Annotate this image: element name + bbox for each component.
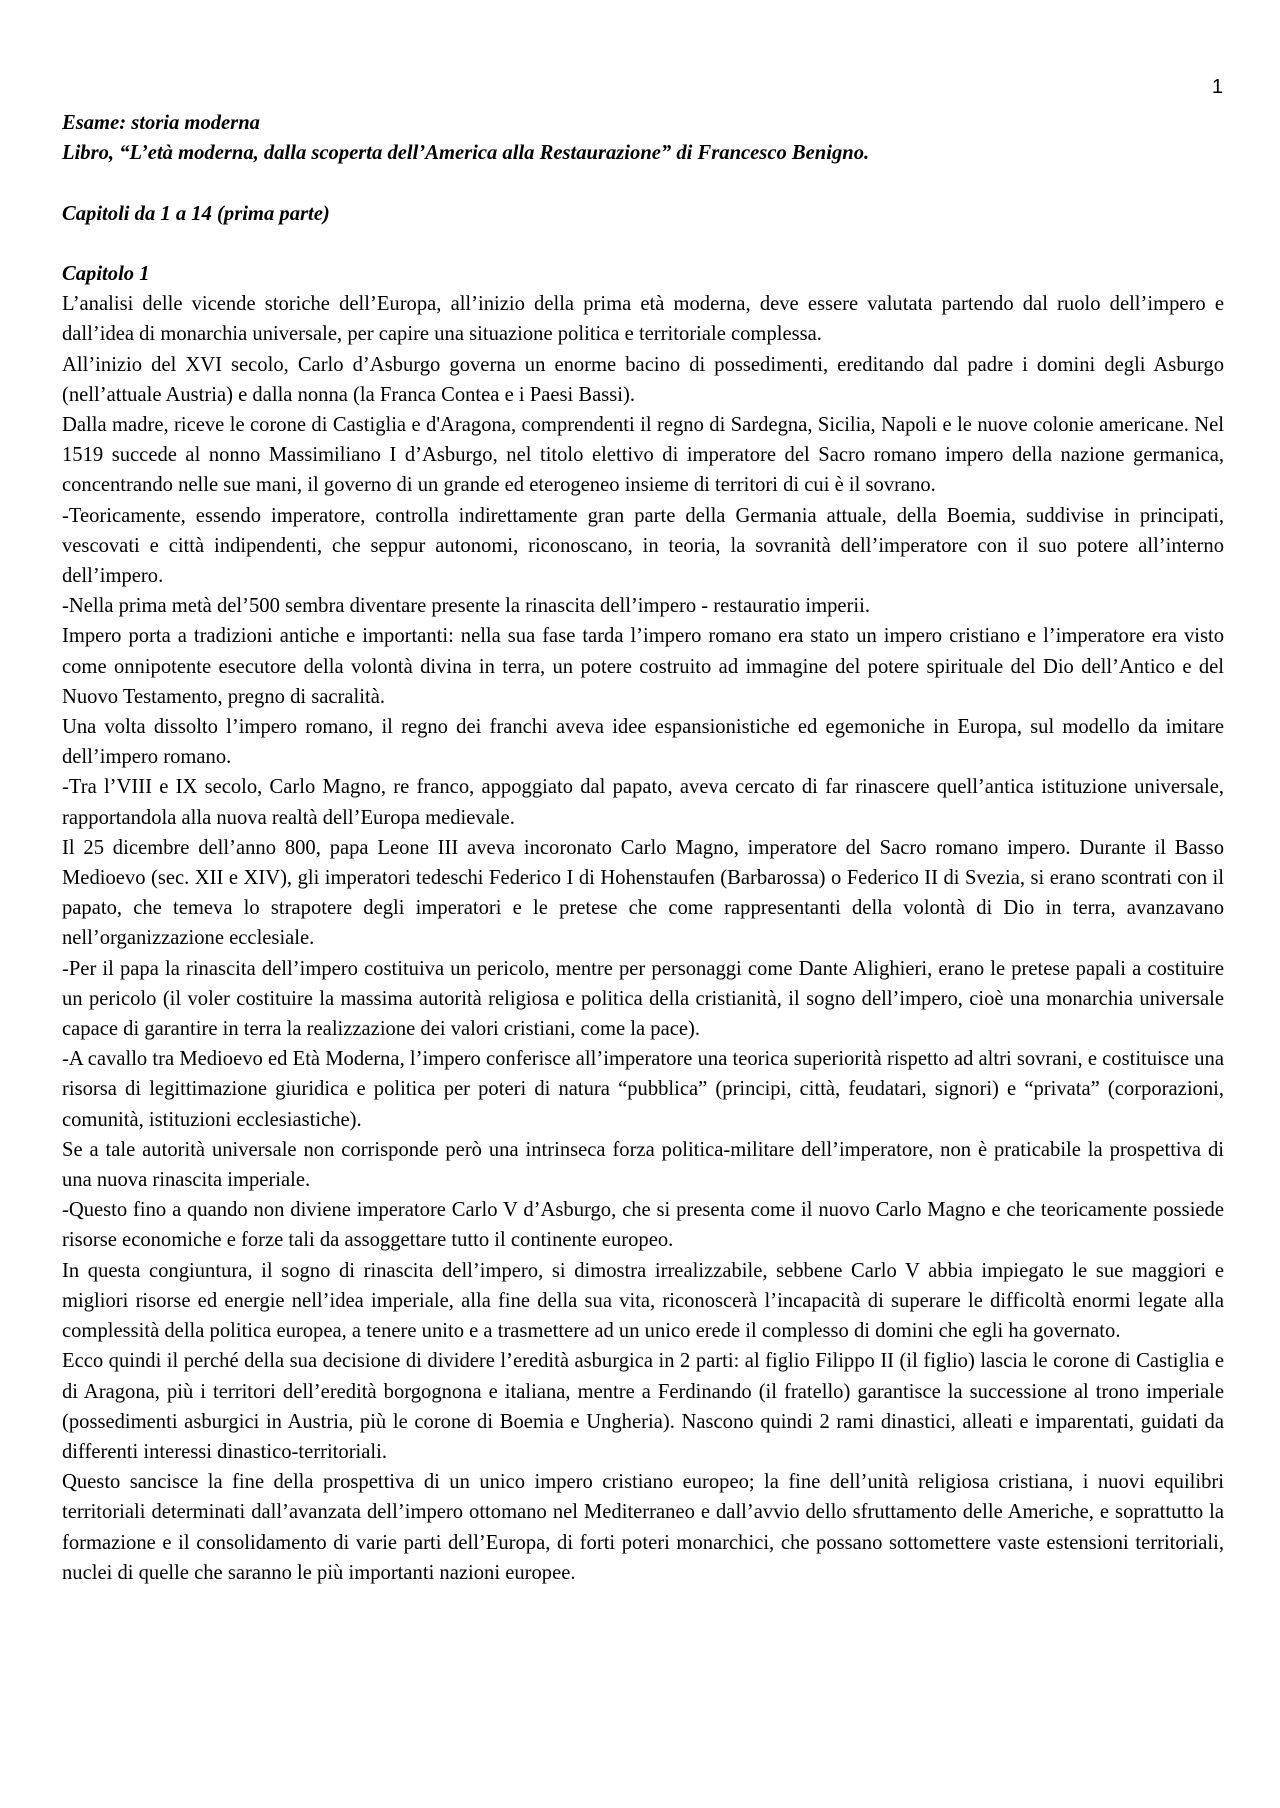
paragraph: Impero porta a tradizioni antiche e importanti: nella sua fase tarda l’impero romano era stato un impero cristiano e l’imperatore era visto come onnipotente esecutore della volontà divina in terra, un potere costruito ad immagine del potere spirituale del Dio dell’Antico e del Nuovo Testamento, pregno di sacralità. — [62, 625, 1224, 708]
paragraph: -Teoricamente, essendo imperatore, controlla indirettamente gran parte della Germania attuale, della Boemia, suddivise in principati, vescovati e città indipendenti, che seppur autonomi, riconoscano, in teoria, la sovranità dell’imperatore con il suo potere all’interno dell’impero. — [62, 504, 1224, 588]
book-title: Libro, “L’età moderna, dalla scoperta dell’America alla Restaurazione” di Francesco Benigno. — [62, 142, 870, 165]
spacer — [62, 229, 1224, 259]
paragraph: In questa congiuntura, il sogno di rinascita dell’impero, si dimostra irrealizzabile, sebbene Carlo V abbia impiegato le sue maggiori e migliori risorse ed energie nell’idea imperiale, alla fine della sua vita, riconoscerà l’incapacità di superare le difficoltà enormi legate alla complessità della politica europea, a tenere unito e a trasmettere ad un unico erede il complesso di domini che egli ha governato. — [62, 1259, 1224, 1343]
paragraph: -Nella prima metà del’500 sembra diventare presente la rinascita dell’impero - restauratio imperii. — [62, 595, 870, 618]
paragraph: L’analisi delle vicende storiche dell’Europa, all’inizio della prima età moderna, deve essere valutata partendo dal ruolo dell’impero e dall’idea di monarchia universale, per capire una situazione politica e territoriale complessa. — [62, 293, 1224, 346]
page-number: 1 — [1211, 76, 1223, 98]
paragraph-list — [62, 289, 1224, 1588]
paragraph: Dalla madre, riceve le corone di Castiglia e d'Aragona, comprendenti il regno di Sardegna, Sicilia, Napoli e le nuove colonie americane. Nel 1519 succede al nonno Massimiliano I d’Asburgo, nel titolo elettivo di imperatore del Sacro romano impero della nazione germanica, concentrando nelle sue mani, il governo di un grande ed eterogeneo insieme di territori di cui è il sovrano. — [62, 414, 1224, 497]
paragraph: -A cavallo tra Medioevo ed Età Moderna, l’impero conferisce all’imperatore una teorica superiorità rispetto ad altri sovrani, e costituisce una risorsa di legittimazione giuridica e politica per poteri di natura “pubblica” (principi, città, feudatari, signori) e “privata” (corporazioni, comunità, istituzioni ecclesiastiche). — [62, 1048, 1224, 1131]
paragraph: Il 25 dicembre dell’anno 800, papa Leone III aveva incoronato Carlo Magno, imperatore del Sacro romano impero. Durante il Basso Medioevo (sec. XII e XIV), gli imperatori tedeschi Federico I di Hohenstaufen (Barbarossa) o Federico II di Svezia, si erano scontrati con il papato, che temeva lo strapotere degli imperatori e le pretese che come rappresentanti della volontà di Dio in terra, avanzavano nell’organizzazione ecclesiale. — [62, 836, 1224, 950]
paragraph: -Per il papa la rinascita dell’impero costituiva un pericolo, mentre per personaggi come Dante Alighieri, erano le pretese papali a costituire un pericolo (il voler costituire la massima autorità religiosa e politica della cristianità, il sogno dell’impero, cioè una monarchia universale capace di garantire in terra la realizzazione dei valori cristiani, come la pace). — [62, 957, 1224, 1041]
paragraph: -Tra l’VIII e IX secolo, Carlo Magno, re franco, appoggiato dal papato, aveva cercato di far rinascere quell’antica istituzione universale, rapportandola alla nuova realtà dell’Europa medievale. — [62, 776, 1224, 829]
paragraph: Una volta dissolto l’impero romano, il regno dei franchi aveva idee espansionistiche ed egemoniche in Europa, sul modello da imitare dell’impero romano. — [62, 716, 1224, 769]
chapter-title: Capitolo 1 — [62, 262, 150, 285]
paragraph: -Questo fino a quando non diviene imperatore Carlo V d’Asburgo, che si presenta come il nuovo Carlo Magno e che teoricamente possiede risorse economiche e forze tali da assoggettare tutto il continente europeo. — [62, 1199, 1224, 1252]
paragraph: Se a tale autorità universale non corrisponde però una intrinseca forza politica-militare dell’imperatore, non è praticabile la prospettiva di una nuova rinascita imperiale. — [62, 1138, 1224, 1192]
paragraph: All’inizio del XVI secolo, Carlo d’Asburgo governa un enorme bacino di possedimenti, ereditando dal padre i domini degli Asburgo (nell’attuale Austria) e dalla nonna (la Franca Contea e i Paesi Bassi). — [62, 353, 1224, 406]
chapters-range: Capitoli da 1 a 14 (prima parte) — [62, 202, 330, 225]
exam-title: Esame: storia moderna — [62, 112, 260, 134]
paragraph: Ecco quindi il perché della sua decisione di dividere l’eredità asburgica in 2 parti: al figlio Filippo II (il figlio) lascia le corone di Castiglia e di Aragona, più i territori dell’eredità borgognona e italiana, mentre a Ferdinando (il fratello) garantisce la successione al trono imperiale (possedimenti asburgici in Austria, più le corone di Boemia e Ungheria). Nascono quindi 2 rami dinastici, alleati e imparentati, guidati da differenti interessi dinastico-territoriali. — [62, 1350, 1224, 1463]
paragraph: Questo sancisce la fine della prospettiva di un unico impero cristiano europeo; la fine dell’unità religiosa cristiana, i nuovi equilibri territoriali determinati dall’avanzata dell’impero ottomano nel Mediterraneo e dall’avvio dello sfruttamento delle Americhe, e soprattutto la formazione e il consolidamento di varie parti dell’Europa, di forti poteri monarchici, che possano sottomettere vaste estensioni territoriali, nuclei di quelle che saranno le più importanti nazioni europee. — [62, 1471, 1224, 1584]
document-body — [62, 108, 1224, 1588]
spacer — [62, 168, 1224, 198]
